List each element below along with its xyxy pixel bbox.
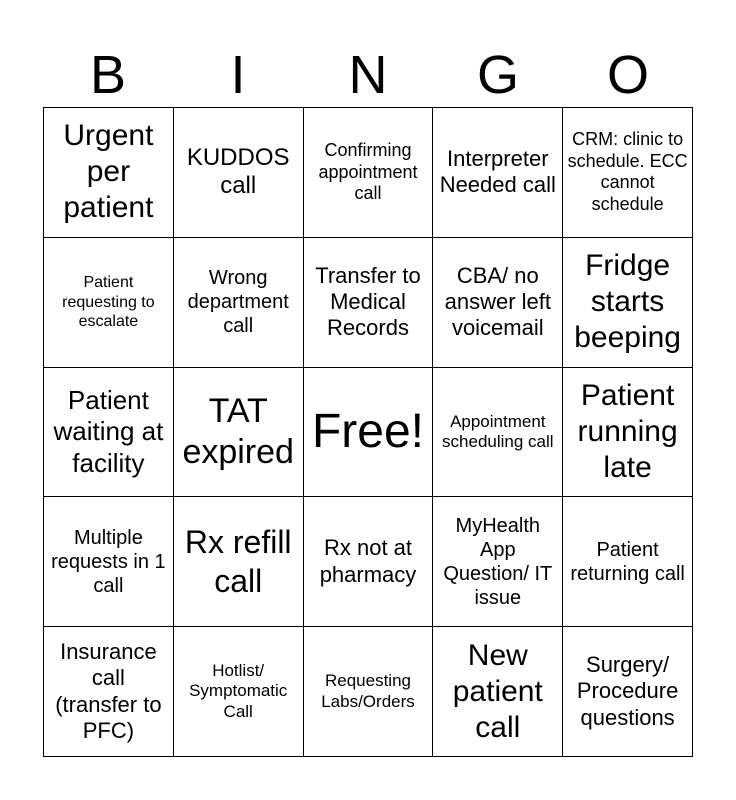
bingo-cell[interactable] bbox=[563, 108, 693, 238]
bingo-cell[interactable] bbox=[433, 368, 563, 498]
header-letter-n: N bbox=[348, 45, 388, 105]
bingo-cell[interactable] bbox=[563, 238, 693, 368]
bingo-cell-text: Interpreter Needed call bbox=[439, 146, 556, 198]
bingo-cell-text: CRM: clinic to schedule. ECC cannot schedule bbox=[567, 129, 688, 214]
bingo-cell[interactable] bbox=[304, 238, 434, 368]
bingo-cell-text: Rx refill call bbox=[184, 524, 292, 599]
header-letter-o: O bbox=[606, 45, 649, 105]
bingo-cell-text: Urgent per patient bbox=[63, 119, 154, 225]
bingo-header bbox=[43, 42, 693, 108]
bingo-cell[interactable] bbox=[44, 368, 174, 498]
bingo-cell-text: Rx not at pharmacy bbox=[319, 535, 417, 587]
bingo-cell[interactable] bbox=[174, 368, 304, 498]
bingo-cell[interactable] bbox=[174, 497, 304, 627]
bingo-cell[interactable] bbox=[44, 627, 174, 757]
bingo-cell-text: Requesting Labs/Orders bbox=[321, 671, 415, 711]
bingo-cell[interactable] bbox=[563, 497, 693, 627]
bingo-cell[interactable] bbox=[44, 108, 174, 238]
bingo-cell-text: Wrong department call bbox=[187, 267, 289, 338]
bingo-cell-text: Fridge starts beeping bbox=[574, 249, 681, 355]
bingo-board bbox=[43, 107, 693, 757]
bingo-cell-text: Patient waiting at facility bbox=[53, 385, 164, 478]
bingo-cell-text: Multiple requests in 1 call bbox=[51, 526, 166, 597]
bingo-cell-text: MyHealth App Question/ IT issue bbox=[443, 514, 553, 609]
bingo-cell[interactable] bbox=[563, 368, 693, 498]
bingo-cell-text: New patient call bbox=[452, 638, 543, 744]
bingo-cell[interactable] bbox=[433, 108, 563, 238]
header-letter-g: G bbox=[476, 45, 519, 105]
bingo-cell-text: Insurance call (transfer to PFC) bbox=[55, 638, 162, 743]
bingo-cell-text: Surgery/ Procedure questions bbox=[576, 652, 679, 730]
header-letter-i: I bbox=[230, 45, 246, 105]
bingo-cell[interactable] bbox=[44, 497, 174, 627]
bingo-cell[interactable] bbox=[44, 238, 174, 368]
bingo-cell-text: KUDDOS call bbox=[186, 143, 290, 200]
bingo-cell[interactable] bbox=[174, 627, 304, 757]
bingo-cell-text: Patient returning call bbox=[570, 538, 685, 585]
bingo-cell-text: Free! bbox=[311, 405, 424, 459]
bingo-cell[interactable] bbox=[174, 108, 304, 238]
bingo-cell-text: Patient requesting to escalate bbox=[62, 274, 155, 330]
bingo-cell-text: Appointment scheduling call bbox=[442, 411, 554, 451]
bingo-cell[interactable] bbox=[563, 627, 693, 757]
bingo-cell[interactable] bbox=[304, 497, 434, 627]
bingo-cell[interactable] bbox=[433, 627, 563, 757]
bingo-cell-text: TAT expired bbox=[182, 392, 294, 471]
bingo-cell[interactable] bbox=[304, 368, 434, 498]
bingo-cell[interactable] bbox=[433, 497, 563, 627]
bingo-cell-text: Transfer to Medical Records bbox=[315, 262, 421, 341]
bingo-cell[interactable] bbox=[304, 108, 434, 238]
bingo-cell[interactable] bbox=[174, 238, 304, 368]
bingo-cell-text: Hotlist/ Symptomatic Call bbox=[189, 661, 288, 721]
bingo-cell-text: Patient running late bbox=[577, 378, 678, 484]
bingo-cell[interactable] bbox=[304, 627, 434, 757]
header-letter-b: B bbox=[89, 45, 127, 105]
bingo-cell-text: Confirming appointment call bbox=[318, 140, 418, 204]
bingo-cell-text: CBA/ no answer left voicemail bbox=[444, 262, 551, 341]
bingo-cell[interactable] bbox=[433, 238, 563, 368]
